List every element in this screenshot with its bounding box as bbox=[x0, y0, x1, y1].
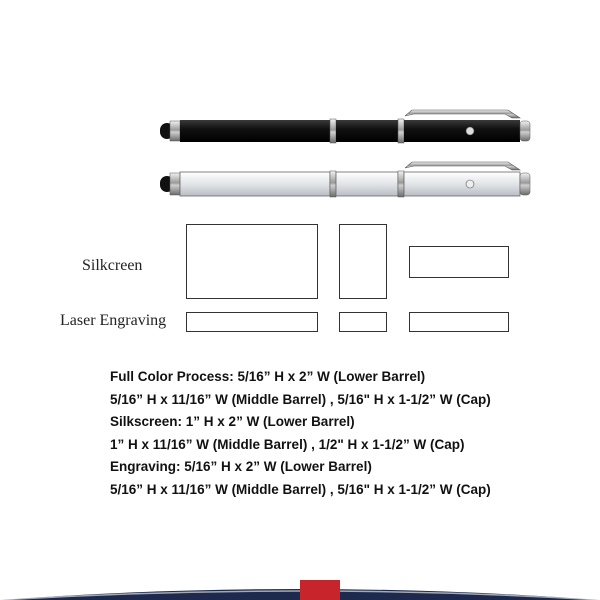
engraving-cap-box bbox=[409, 312, 509, 332]
spec-line: Silkscreen: 1” H x 2” W (Lower Barrel) bbox=[110, 414, 355, 429]
silkscreen-cap-box bbox=[409, 246, 509, 278]
spec-line: 5/16” H x 11/16” W (Middle Barrel) , 5/16" H x 1-1/2” W (Cap) bbox=[110, 481, 491, 497]
silver-pen bbox=[160, 162, 530, 197]
black-pen bbox=[160, 110, 530, 143]
silkscreen-label: Silkcreen bbox=[82, 257, 143, 274]
silkscreen-lower-barrel-box bbox=[186, 224, 318, 299]
spec-line: Engraving: 5/16” H x 2” W (Lower Barrel) bbox=[110, 459, 372, 474]
engraving-lower-barrel-box bbox=[186, 312, 318, 332]
footer-swoosh bbox=[0, 560, 600, 600]
spec-line: 1” H x 11/16” W (Middle Barrel) , 1/2" H x 1-1/2” W (Cap) bbox=[110, 436, 465, 452]
pen-illustrations bbox=[0, 0, 600, 220]
spec-line: 5/16” H x 11/16” W (Middle Barrel) , 5/16" H x 1-1/2” W (Cap) bbox=[110, 391, 491, 407]
laser-engraving-label: Laser Engraving bbox=[60, 312, 167, 329]
spec-line: Full Color Process: 5/16” H x 2” W (Lower Barrel) bbox=[110, 369, 426, 384]
imprint-specs bbox=[110, 366, 590, 501]
silkscreen-middle-barrel-box bbox=[339, 224, 387, 299]
engraving-middle-barrel-box bbox=[339, 312, 387, 332]
